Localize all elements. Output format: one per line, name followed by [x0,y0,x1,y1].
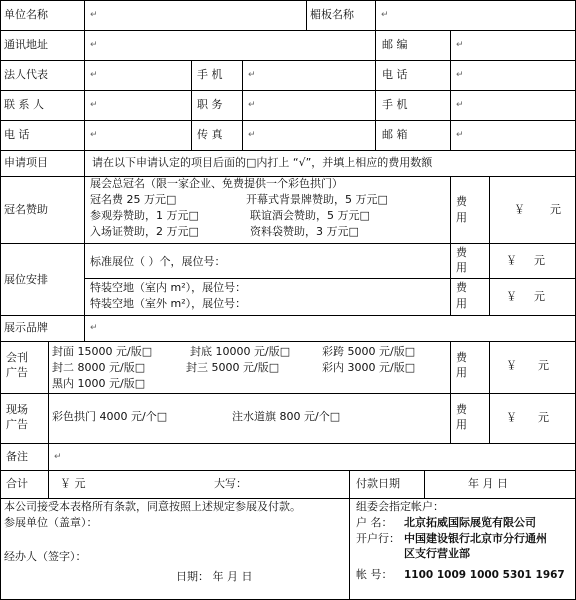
unit-name-field[interactable] [84,0,307,31]
journal-option-cover[interactable]: 封面 15000 元/版□ [52,345,153,358]
booth-indoor: 特装空地（室内 m²），展位号： [90,281,247,294]
contact-field[interactable] [84,90,192,121]
fee-label: 用 [456,366,467,379]
onsite-option-flag[interactable]: 注水道旗 800 元/个□ [232,410,341,423]
sponsor-option-naming[interactable]: 冠名费 25 万元□ [90,193,177,206]
paragraph-mark: ↵ [456,70,464,80]
paragraph-mark: ↵ [381,10,389,20]
yuan-sign: ￥ [506,290,517,303]
address-field[interactable] [84,30,376,61]
sponsor-option-title: 展会总冠名（限一家企业、免费提供一个彩色拱门） [90,177,343,190]
fax-field[interactable] [242,120,376,151]
booth-label: 展位安排 [4,273,48,286]
fee-label: 费 [456,246,467,259]
booth-special-fee-field[interactable] [489,278,576,316]
postcode-label: 邮 编 [382,38,408,51]
sponsor-fee-field[interactable] [489,176,576,244]
account-name: 北京拓威国际展览有限公司 [404,516,536,529]
email-field[interactable] [450,120,576,151]
yuan-sign: ￥ [506,254,517,267]
unit-name-label: 单位名称 [4,8,48,21]
sponsor-option-opening-backdrop[interactable]: 开幕式背景牌赞助，5 万元□ [246,193,388,206]
fee-label: 用 [456,418,467,431]
fee-label: 用 [456,297,467,310]
total-amount-field[interactable] [48,470,350,499]
fee-label: 用 [456,261,467,274]
journal-option-spread[interactable]: 彩跨 5000 元/版□ [322,345,416,358]
paragraph-mark: ↵ [248,130,256,140]
paragraph-mark: ↵ [90,70,98,80]
mobile-field[interactable] [242,60,376,91]
yuan-sign: ￥ [506,411,517,424]
agreement-text: 本公司接受本表格所有条款，同意按照上述规定参展及付款。 [4,500,301,513]
journal-option-cover3[interactable]: 封三 5000 元/版□ [186,361,280,374]
journal-label: 会刊 [6,351,28,364]
notes-field[interactable] [48,443,576,471]
products-field[interactable] [84,315,576,342]
products-label: 展示品牌 [4,321,48,334]
fax-label: 传 真 [197,128,223,141]
paragraph-mark: ↵ [90,40,98,50]
journal-label: 广告 [6,366,28,379]
journal-option-back[interactable]: 封底 10000 元/版□ [190,345,291,358]
total-amount: ￥ 元 [60,477,86,490]
yuan-unit: 元 [534,290,545,303]
yuan-unit: 元 [534,254,545,267]
address-label: 通讯地址 [4,38,48,51]
account-bank-label: 开户行： [356,532,400,545]
total-label: 合计 [6,477,28,490]
onsite-label: 广告 [6,418,28,431]
tel-field[interactable] [84,120,192,151]
sponsor-option-bag[interactable]: 资料袋赞助，3 万元□ [250,225,359,238]
booth-name-label: 楣板名称 [310,8,354,21]
total-capital-label: 大写： [214,477,247,490]
phone-label: 电 话 [382,68,408,81]
mobile-label: 手 机 [197,68,223,81]
booth-standard: 标准展位（ ）个，展位号： [90,255,226,268]
booth-standard-fee-field[interactable] [489,243,576,279]
fee-label: 费 [456,281,467,294]
paragraph-mark: ↵ [90,100,98,110]
sponsor-fee-label-cell [450,176,490,244]
mobile2-label: 手 机 [382,98,408,111]
paragraph-mark: ↵ [456,40,464,50]
paragraph-mark: ↵ [248,70,256,80]
agreement-date: 日期： 年 月 日 [176,570,253,583]
booth-name-field[interactable] [375,0,576,31]
fee-label: 用 [456,211,467,224]
paragraph-mark: ↵ [456,130,464,140]
legal-rep-label: 法人代表 [4,68,48,81]
paragraph-mark: ↵ [54,452,62,462]
yuan-sign: ￥ [514,203,525,216]
contact-label: 联 系 人 [4,98,44,111]
apply-label: 申请项目 [4,156,48,169]
yuan-unit: 元 [538,359,549,372]
paragraph-mark: ↵ [90,10,98,20]
fee-label: 费 [456,351,467,364]
journal-fee-field[interactable] [489,341,576,394]
sponsor-label: 冠名赞助 [4,203,48,216]
yuan-unit: 元 [538,411,549,424]
exhibitor-unit-label: 参展单位（盖章）： [4,516,98,529]
booth-outdoor: 特装空地（室外 m²），展位号： [90,297,247,310]
paragraph-mark: ↵ [90,323,98,333]
onsite-label: 现场 [6,403,28,416]
paragraph-mark: ↵ [90,130,98,140]
tel-label: 电 话 [4,128,30,141]
yuan-sign: ￥ [506,359,517,372]
email-label: 邮 箱 [382,128,408,141]
yuan-unit: 元 [550,203,561,216]
notes-label: 备注 [6,450,28,463]
pay-date-placeholder: 年 月 日 [468,477,508,490]
account-number: 1100 1009 1000 5301 1967 [404,569,565,581]
account-name-label: 户 名： [356,516,393,529]
account-number-label: 帐 号： [356,568,393,581]
account-bank-line2: 区支行营业部 [404,547,470,560]
phone-field[interactable] [450,60,576,91]
job-title-field[interactable] [242,90,376,121]
sponsor-option-pass[interactable]: 入场证赞助，2 万元□ [90,225,199,238]
paragraph-mark: ↵ [248,100,256,110]
account-bank-line1: 中国建设银行北京市分行通州 [404,532,547,545]
account-title: 组委会指定帐户： [356,500,444,513]
journal-option-bw-inner[interactable]: 黑内 1000 元/版□ [52,377,146,390]
sponsor-option-reception[interactable]: 联谊酒会赞助，5 万元□ [250,209,370,222]
legal-rep-field[interactable] [84,60,192,91]
agent-label: 经办人（签字）： [4,550,87,563]
postcode-field[interactable] [450,30,576,61]
job-title-label: 职 务 [197,98,223,111]
paragraph-mark: ↵ [456,100,464,110]
journal-option-color-inner[interactable]: 彩内 3000 元/版□ [322,361,416,374]
onsite-fee-field[interactable] [489,393,576,444]
apply-instruction: 请在以下申请认定的项目后面的□内打上 “√”，并填上相应的费用数额 [92,156,433,169]
fee-label: 费 [456,403,467,416]
journal-option-cover2[interactable]: 封二 8000 元/版□ [52,361,146,374]
pay-date-label: 付款日期 [356,477,400,490]
fee-label: 费 [456,195,467,208]
onsite-option-arch[interactable]: 彩色拱门 4000 元/个□ [52,410,168,423]
mobile2-field[interactable] [450,90,576,121]
sponsor-option-ticket[interactable]: 参观券赞助，1 万元□ [90,209,199,222]
